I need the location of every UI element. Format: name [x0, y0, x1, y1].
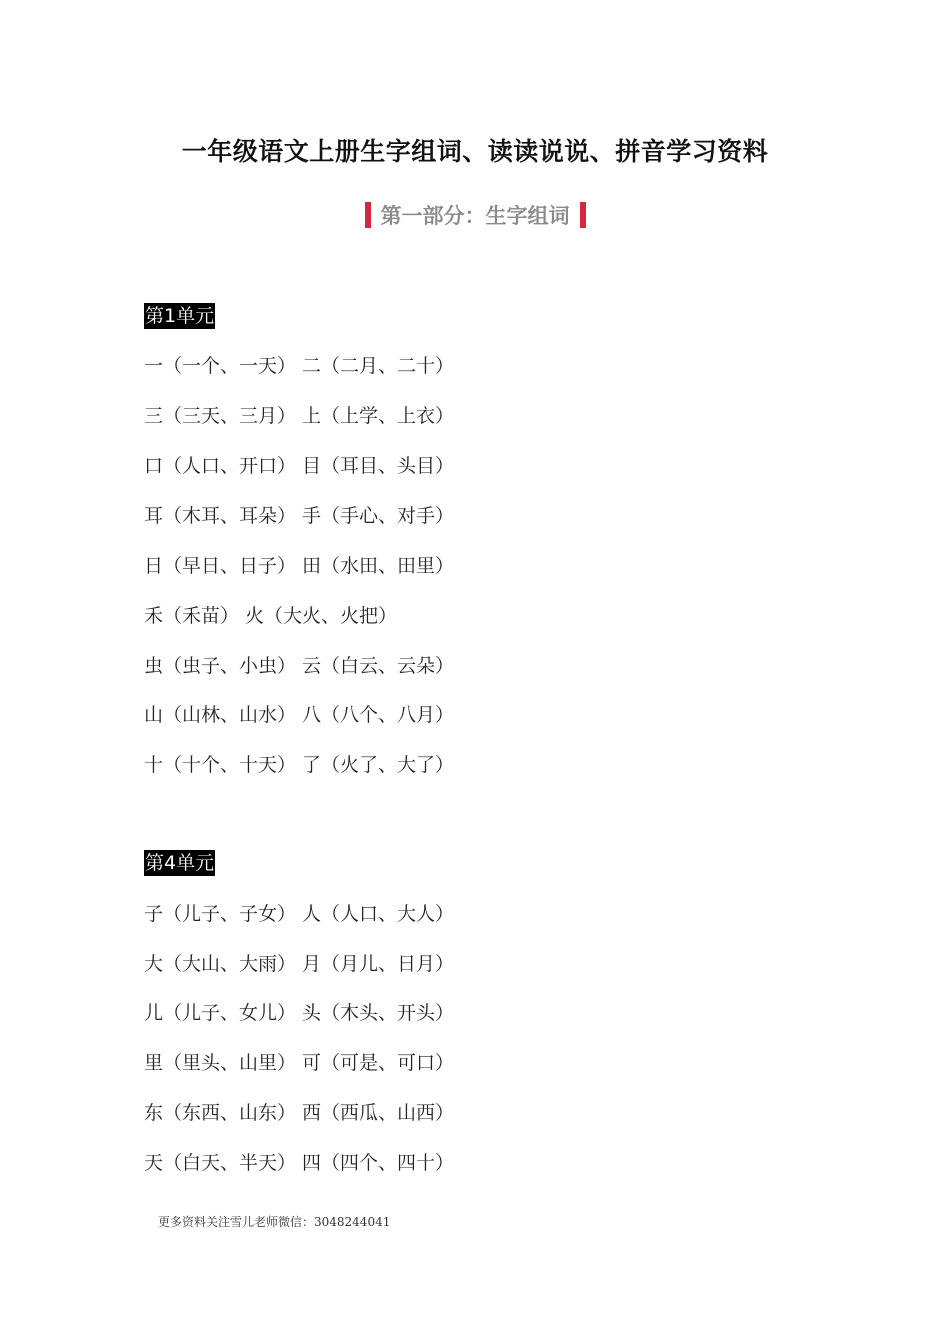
word-row: 子（儿子、子女） 人（人口、大人） [144, 903, 455, 925]
word-row: 口（人口、开口） 目（耳目、头目） [144, 455, 455, 477]
word-row: 日（早日、日子） 田（水田、田里） [144, 555, 455, 577]
word-row: 耳（木耳、耳朵） 手（手心、对手） [144, 505, 455, 527]
heading-bar-left [365, 202, 371, 228]
word-row: 天（白天、半天） 四（四个、四十） [144, 1152, 455, 1174]
word-row: 山（山林、山水） 八（八个、八月） [144, 704, 455, 726]
word-row: 三（三天、三月） 上（上学、上衣） [144, 405, 455, 427]
word-row: 东（东西、山东） 西（西瓜、山西） [144, 1102, 455, 1124]
unit-label: 第4单元 [145, 852, 215, 874]
word-row: 禾（禾苗） 火（大火、火把） [144, 605, 398, 627]
word-row: 大（大山、大雨） 月（月儿、日月） [144, 953, 455, 975]
unit-label: 第1单元 [145, 305, 215, 327]
document-title: 一年级语文上册生字组词、读读说说、拼音学习资料 [181, 137, 769, 166]
word-row: 儿（儿子、女儿） 头（木头、开头） [144, 1002, 455, 1024]
section-heading [0, 200, 950, 232]
word-row: 里（里头、山里） 可（可是、可口） [144, 1052, 455, 1074]
heading-bar-right [580, 202, 586, 228]
word-row: 虫（虫子、小虫） 云（白云、云朵） [144, 655, 455, 677]
footer-note: 更多资料关注雪儿老师微信：3048244041 [158, 1215, 391, 1229]
section-heading-text: 第一部分：生字组词 [380, 204, 570, 228]
word-row: 十（十个、十天） 了（火了、大了） [144, 754, 455, 776]
word-row: 一（一个、一天） 二（二月、二十） [144, 355, 455, 377]
